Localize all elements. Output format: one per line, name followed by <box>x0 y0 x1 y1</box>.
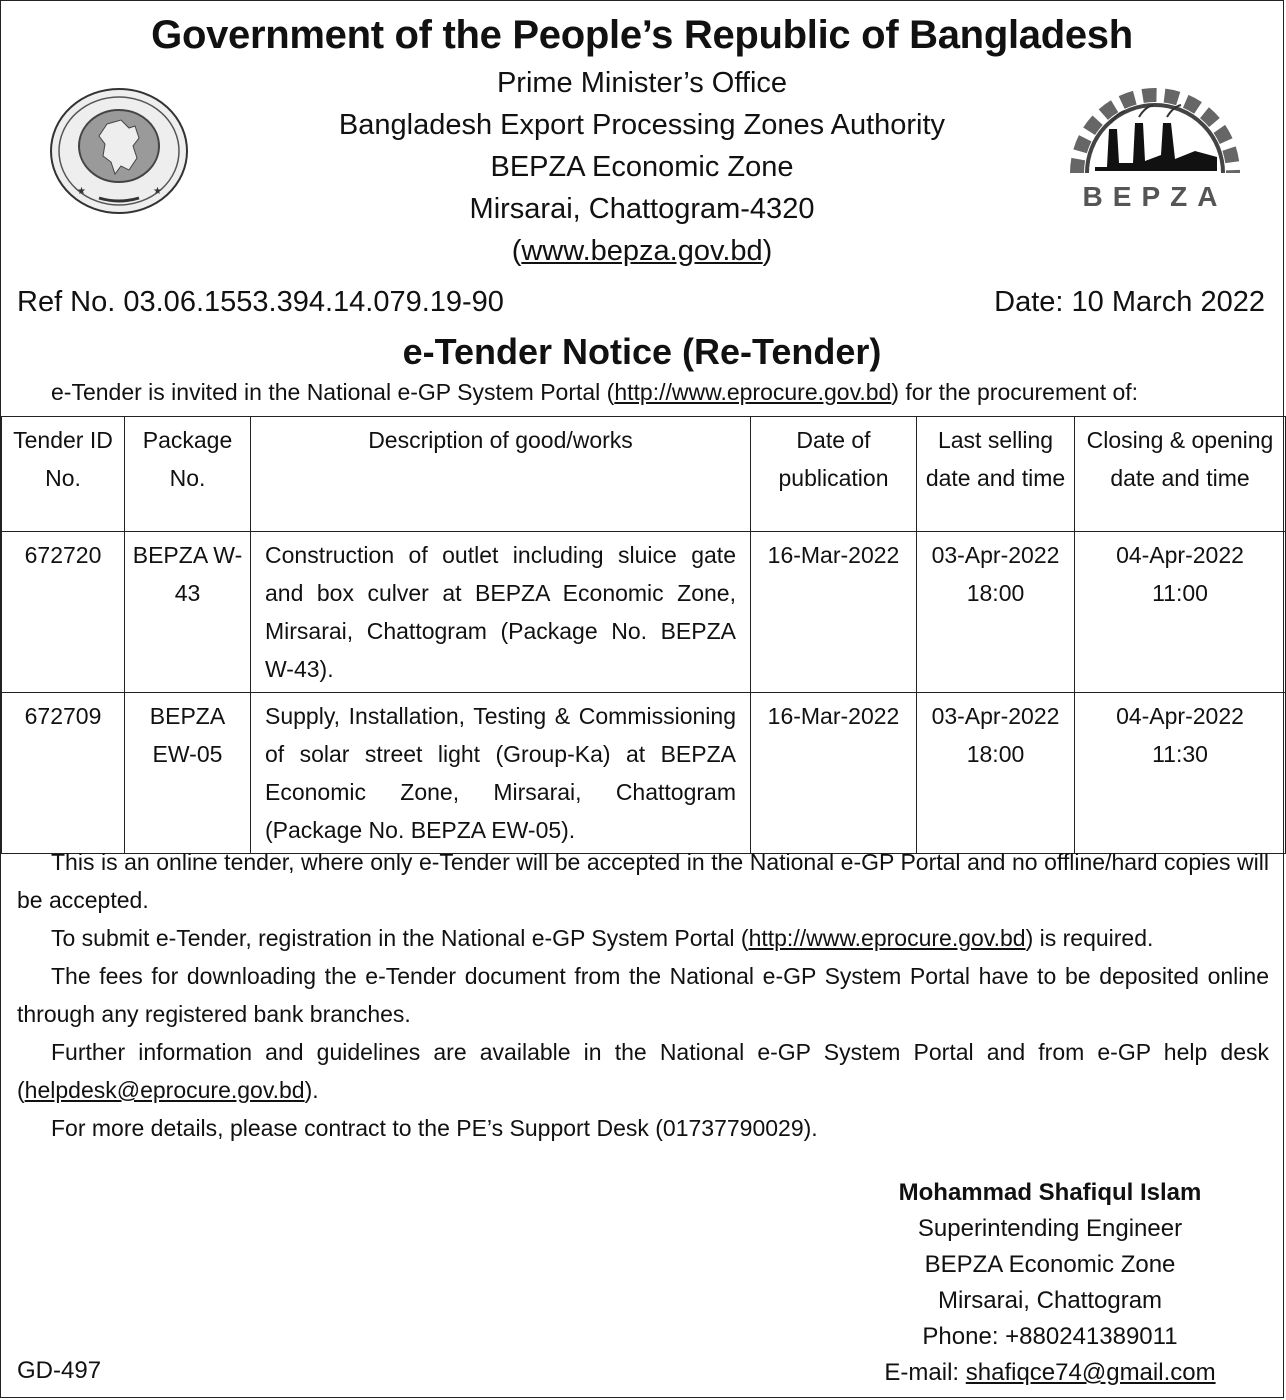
p2-after: ) is required. <box>1025 925 1154 951</box>
last-selling-time: 18:00 <box>966 741 1025 767</box>
last-selling-cell <box>917 693 1075 854</box>
reference-number: Ref No. 03.06.1553.394.14.079.19-90 <box>17 286 504 318</box>
helpdesk-email-link[interactable]: helpdesk@eprocure.gov.bd <box>24 1077 305 1103</box>
paragraph-online-tender: This is an online tender, where only e-Tender will be accepted in the National e-GP Portal and no offline/hard copies will be accepted. <box>17 849 1269 913</box>
notice-title: e-Tender Notice (Re-Tender) <box>402 331 882 372</box>
closing-time: 11:30 <box>1152 741 1208 767</box>
website-link[interactable]: www.bepza.gov.bd <box>521 235 763 267</box>
intro-before: e-Tender is invited in the National e-GP System Portal ( <box>51 379 615 405</box>
notice-date: Date: 10 March 2022 <box>994 286 1265 318</box>
col-last-selling: Last selling date and time <box>917 417 1075 532</box>
header-website: (www.bepza.gov.bd) <box>511 235 773 267</box>
closing-cell <box>1075 693 1286 854</box>
last-selling-time: 18:00 <box>966 580 1025 606</box>
svg-text:★: ★ <box>77 186 86 197</box>
paragraph-fees: The fees for downloading the e-Tender document from the National e-GP System Portal have to be deposited online through any registered bank branches. <box>17 963 1269 1027</box>
footer-code: GD-497 <box>17 1357 102 1384</box>
table-header-row <box>2 417 1286 532</box>
notice-body <box>17 843 1269 1147</box>
intro-after: ) for the procurement of: <box>891 379 1139 405</box>
col-publication: Date of publication <box>751 417 917 532</box>
col-closing: Closing & opening date and time <box>1075 417 1286 532</box>
table-row <box>2 532 1286 693</box>
last-selling-date: 03-Apr-2022 <box>931 542 1060 568</box>
closing-date: 04-Apr-2022 <box>1116 542 1244 568</box>
tender-id-cell: 672720 <box>2 532 125 693</box>
intro-text <box>51 379 1138 406</box>
last-selling-cell <box>917 532 1075 693</box>
bepza-logo-text: BEPZA <box>1082 181 1228 212</box>
col-package: Package No. <box>125 417 251 532</box>
government-title: Government of the People’s Republic of Bangladesh <box>151 13 1133 57</box>
p4-after: ). <box>304 1077 319 1103</box>
eprocure-link[interactable]: http://www.eprocure.gov.bd <box>614 379 892 405</box>
table-row <box>2 693 1286 854</box>
paragraph-support-desk: For more details, please contract to the PE’s Support Desk (01737790029). <box>51 1115 818 1141</box>
signature-block <box>851 1175 1249 1391</box>
signatory-phone: Phone: +880241389011 <box>922 1323 1178 1350</box>
bepza-factory-gear-logo-icon <box>1067 73 1243 218</box>
publication-cell: 16-Mar-2022 <box>751 532 917 693</box>
tender-id-cell: 672709 <box>2 693 125 854</box>
signatory-designation: Superintending Engineer <box>917 1215 1183 1242</box>
paragraph-registration <box>17 919 1269 957</box>
p2-before: To submit e-Tender, registration in the National e-GP System Portal ( <box>51 925 749 951</box>
svg-text:★: ★ <box>153 186 162 197</box>
paragraph-helpdesk <box>17 1033 1269 1109</box>
closing-time: 11:00 <box>1152 580 1208 606</box>
description-cell: Construction of outlet including sluice gate and box culver at BEPZA Economic Zone, Mirsarai, Chattogram (Package No. BEPZA W-43). <box>251 532 751 693</box>
last-selling-date: 03-Apr-2022 <box>931 703 1060 729</box>
p4-before: Further information and guidelines are available in the National e-GP System Portal and from e-GP help desk ( <box>17 1039 1269 1103</box>
signatory-email-line <box>851 1355 1249 1391</box>
signatory-email-link[interactable]: shafiqce74@gmail.com <box>965 1359 1216 1386</box>
header-line-address: Mirsarai, Chattogram-4320 <box>469 193 815 225</box>
publication-cell: 16-Mar-2022 <box>751 693 917 854</box>
description-cell: Supply, Installation, Testing & Commissioning of solar street light (Group-Ka) at BEPZA Economic Zone, Mirsarai, Chattogram (Package No. BEPZA EW-05). <box>251 693 751 854</box>
closing-cell <box>1075 532 1286 693</box>
header-line-zone: BEPZA Economic Zone <box>490 151 794 183</box>
signatory-location: Mirsarai, Chattogram <box>937 1287 1163 1314</box>
bangladesh-govt-seal-icon <box>49 86 189 216</box>
package-cell: BEPZA W-43 <box>125 532 251 693</box>
email-label: E-mail: <box>884 1359 966 1386</box>
signatory-office: BEPZA Economic Zone <box>924 1251 1176 1278</box>
col-description: Description of good/works <box>251 417 751 532</box>
closing-date: 04-Apr-2022 <box>1116 703 1244 729</box>
package-cell: BEPZA EW-05 <box>125 693 251 854</box>
col-tender-id: Tender ID No. <box>2 417 125 532</box>
header-line-pmo: Prime Minister’s Office <box>496 67 788 99</box>
eprocure-link-2[interactable]: http://www.eprocure.gov.bd <box>748 925 1026 951</box>
tender-table <box>1 416 1286 854</box>
header-line-authority: Bangladesh Export Processing Zones Authority <box>338 109 946 141</box>
signatory-name: Mohammad Shafiqul Islam <box>898 1179 1202 1206</box>
